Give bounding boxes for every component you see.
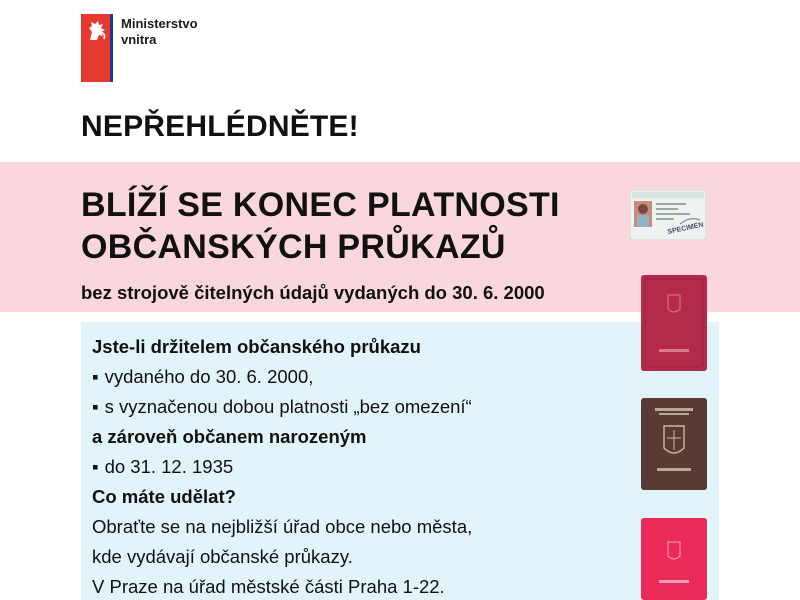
info-content — [92, 332, 632, 600]
subheadline: bez strojově čitelných údajů vydaných do 30. 6. 2000 — [81, 282, 545, 303]
red-booklet-id-image — [641, 275, 707, 371]
czech-lion-emblem-icon — [81, 14, 113, 82]
info-heading: Jste-li držitelem občanského průkazu — [92, 336, 421, 357]
bullet-item: ▪ s vyznačenou dobou platnosti „bez omezení“ — [92, 392, 632, 422]
logo-text — [121, 16, 198, 82]
info-heading: Co máte udělat? — [92, 486, 236, 507]
bullet-item: ▪ do 31. 12. 1935 — [92, 452, 632, 482]
plastic-id-card-image — [630, 190, 706, 240]
headline-line1: BLÍŽÍ SE KONEC PLATNOSTI — [81, 186, 560, 224]
logo-line2: vnitra — [121, 32, 157, 47]
headline-line2: OBČANSKÝCH PRŮKAZŮ — [81, 228, 506, 266]
bullet-item: ▪ vydaného do 30. 6. 2000, — [92, 362, 632, 392]
warning-heading: NEPŘEHLÉDNĚTE! — [81, 110, 359, 143]
info-text: kde vydávají občanské průkazy. — [92, 546, 353, 567]
brown-booklet-id-image — [641, 398, 707, 490]
info-heading: a zároveň občanem narozeným — [92, 426, 367, 447]
pink-booklet-id-image — [641, 518, 707, 600]
headline — [81, 184, 560, 268]
logo-line1: Ministerstvo — [121, 16, 198, 31]
specimen-label: SPECIMEN — [666, 221, 705, 236]
ministry-logo — [81, 14, 198, 82]
info-text: V Praze na úřad městské části Praha 1-22. — [92, 576, 445, 597]
info-text: Obraťte se na nejbližší úřad obce nebo města, — [92, 516, 473, 537]
